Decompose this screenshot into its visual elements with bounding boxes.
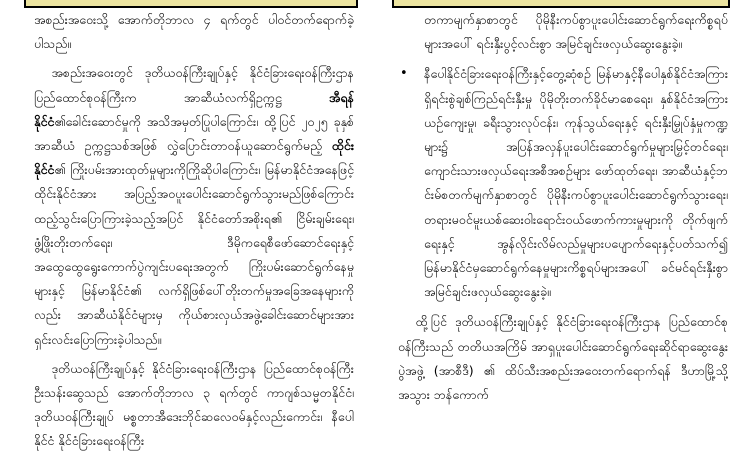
paragraph-final-text: ထို့ပြင် ဒုတိယဝန်ကြီးချုပ်နှင့် နိုင်ငံခြားရေးဝန်ကြီးဌာန ပြည်ထောင်စုဝန်ကြီးသည် တတိယအကြိမ် အာရှပူးပေါင်းဆောင်ရွက်ရေးဆိုင်ရာဆွေးနွေးပွဲအဖွဲ့ (အာစီဒီ) ၏ ထိပ်သီးအစည်းအဝေးတက်ရောက်ရန် ဒီဟာမြို့သို့အသွား ဘန်ကောက် [398,314,728,403]
frame-border-left [24,0,358,8]
paragraph-3-text: ဒုတိယဝန်ကြီးချုပ်နှင့် နိုင်ငံခြားရေးဝန်ကြီးဌာန ပြည်ထောင်စုဝန်ကြီး ဦးသန်းဆွေသည် အောက်တိုဘာလ ၃ ရက်တွင် ကာဂျစ်သမ္မတနိုင်ငံ၊ ဒုတိယဝန်ကြီးချုပ် မစ္စတာအီဒေးဘိုင်ဆလေဝမ်နှင့်လည်းကောင်း၊ နီပေါနိုင်ငံ နိုင်ငံခြားရေးဝန်ကြီး [34,360,354,449]
paragraph-1 [34,8,354,56]
paragraph-2-bold-thailand: ထိုင်းနိုင်ငံ [34,138,354,178]
bullet-item-2-text: နီပေါနိုင်ငံခြားရေးဝန်ကြီးနှင့်တွေ့ဆုံစဉ် မြန်မာနှင့်နီပေါနှစ်နိုင်ငံအကြား ရှိရင်းစွဲချစ်ကြည်ရင်းနှီးမှု ပိုမိုတိုးတက်ခိုင်မာစေရေး၊ နှစ်နိုင်ငံအကြားယဉ်ကျေးမှု၊ ခရီးသွားလုပ်ငန်း၊ ကုန်သွယ်ရေးနှင့် ရင်းနှီးမြှုပ်နှံမှုကဏ္ဍများ၌ အပြန်အလှန်ပူးပေါင်းဆောင်ရွက်မှုများမြှင့်တင်ရေး၊ ကျောင်းသားဖလှယ်ရေးအစီအစဉ်များ ဖော်ထုတ်ရေး၊ အာဆီယံနှင့်ဘင်းမ်စတက်မျက်နှာစာတွင် ပိုမိုနီးကပ်စွာပူးပေါင်းဆောင်ရွက်သွားရေး၊ တရားမဝင်မူးယစ်ဆေးဝါးရောင်းဝယ်ဖောက်ကားမှုများကို တိုက်ဖျက်ရေးနှင့် အွန်လိုင်းလိမ်လည်မှုများပပျောက်ရေးနှင့်ပတ်သက်၍ မြန်မာနိုင်ငံမှဆောင်ရွက်နေမှုများကိစ္စရပ်များအပေါ် ခင်မင်ရင်းနှီးစွာ အမြင်ချင်းဖလှယ်ဆွေးနွေးခဲ့။ [424,66,728,300]
paragraph-2-text-a: အစည်းအဝေးတွင် ဒုတိယဝန်ကြီးချုပ်နှင့် နိုင်ငံခြားရေးဝန်ကြီးဌာန ပြည်ထောင်စုဝန်ကြီးက အာဆီယံလက်ရှိဥက္ကဋ္ဌ [34,65,354,105]
paragraph-3 [34,357,354,454]
paragraph-2-text-c: ၏ ကြိုးပမ်းအားထုတ်မှုများကိုကြိုဆိုပါကြောင်း၊ မြန်မာနိုင်ငံအနေဖြင့် ထိုင်းနိုင်ငံအား အပြည့်အဝပူးပေါင်းဆောင်ရွက်သွားမည်ဖြစ်ကြောင်း ထည့်သွင်းပြောကြားခဲ့သည့်အပြင် နိုင်ငံတော်အစိုးရ၏ ငြိမ်းချမ်းရေး၊ ဖွံ့ဖြိုးတိုးတက်ရေး၊ ဒီမိုကရေစီဖော်ဆောင်ရေးနှင့် အထွေထွေရွေးကောက်ပွဲကျင်းပရေးအတွက် ကြိုးပမ်းဆောင်ရွက်နေမှုများနှင့် မြန်မာနိုင်ငံ၏ လက်ရှိဖြစ်ပေါ်တိုးတက်မှုအခြေအနေများကိုလည်း အာဆီယံနိုင်ငံများမှ ကိုယ်စားလှယ်အဖွဲ့ခေါင်းဆောင်များအား ရှင်းလင်းပြောကြားခဲ့ပါသည်။ [34,162,354,347]
right-column [398,8,728,412]
left-column [34,8,354,459]
bullet-item-1-continued [398,8,728,56]
bullet-item-1-text: တကာမျက်နှာစာတွင် ပိုမိုနီးကပ်စွာပူးပေါင်းဆောင်ရွက်ရေးကိစ္စရပ်များအပေါ် ရင်းနှီးပွင့်လင်းစွာ အမြင်ချင်းဖလှယ်ဆွေးနွေးခဲ့။ [424,12,728,52]
bullet-item-2 [398,62,728,304]
paragraph-2-text-b: ၏ခေါင်းဆောင်မှုကို အသိအမှတ်ပြုပါကြောင်း၊ ထို့ပြင် ၂၀၂၅ ခုနှစ် အာဆီယံ ဥက္ကဋ္ဌသစ်အဖြစ် လွှဲပြောင်းတာဝန်ယူဆောင်ရွက်မည့် [34,113,354,154]
paragraph-final [398,310,728,407]
paragraph-2-bold-iran: အီရန်နိုင်ငံ [34,89,354,129]
paragraph-1-text: အစည်းအဝေးသို့ အောက်တိုဘာလ ၄ ရက်တွင် ပါဝင်တက်ရောက်ခဲ့ပါသည်။ [34,12,354,52]
frame-border-right [392,0,730,8]
bullet-marker: • [400,66,408,82]
paragraph-2 [34,61,354,351]
